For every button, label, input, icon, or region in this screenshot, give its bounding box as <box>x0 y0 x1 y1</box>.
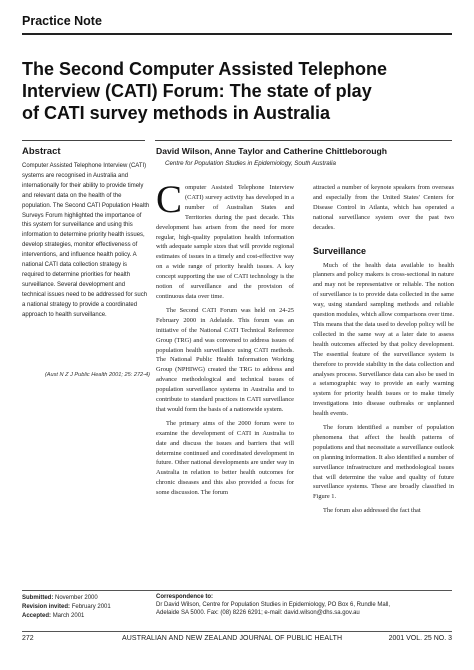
correspondence-address <box>156 602 456 618</box>
page-footer-divider <box>22 631 452 632</box>
body-column-1 <box>156 178 294 498</box>
article-title <box>22 58 462 124</box>
accepted-line: Accepted: March 2001 <box>22 612 85 619</box>
title-line-1: The Second Computer Assisted Telephone <box>22 59 388 79</box>
journal-name: AUSTRALIAN AND NEW ZEALAND JOURNAL OF PUBLIC HEALTH <box>122 635 343 642</box>
correspondence-heading: Correspondence to: <box>156 594 214 600</box>
submitted-line: Submitted: November 2000 <box>22 595 98 601</box>
abstract-heading: Abstract <box>22 146 61 157</box>
issue-info: 2001 VOL. 25 NO. 3 <box>388 635 452 642</box>
body-column-2 <box>313 183 454 516</box>
section-label: Practice Note <box>22 14 102 28</box>
body-paragraph: The Second CATI Forum was held on 24-25 February 2000 in Adelaide. This forum was an initiative of the National CATI Technical Reference Group (TRG) and was convened to address issues of population health surveillance using CATI methods. The National Public Health Information Working Group (NPHIWG) created the TRG to address and advance methodological and technical issues of population surveillance systems in Australia and to contribute to standard practices in CATI surveillance that would form the basis of a nationwide system. <box>156 306 294 413</box>
body-paragraph: The forum identified a number of population phenomena that affect the health patterns of populations and that necessitate a surveillance outlook on planning information. It also identified a number of surveillance infrastructure and methodological issues that will determine the value and quality of future surveillance systems. These are broadly classified in Figure 1. <box>313 424 454 501</box>
authors-divider <box>155 140 452 141</box>
top-divider <box>22 33 452 35</box>
correspondence-line-2: Adelaide SA 5000. Fax: (08) 8226 6291; e-mail: david.wilson@dhs.sa.gov.au <box>156 609 360 616</box>
body-paragraph: Computer Assisted Telephone Interview (CATI) survey activity has developed in a number of Australian States and Territories during the past decade. This development has arisen from the need for more regular, high-quality population health information with adequate sample sizes that will provide regional estimates of issues in a timely and cost-effective way on a wide range of priority health issues. A key concept supporting the use of CATI technology is the notion of surveillance and the provision of continuous data over time. <box>156 178 294 300</box>
abstract-text: Computer Assisted Telephone Interview (CATI) systems are recognised in Australia and internationally for their ability to provide timely and relevant data on the health of the population. The Second CATI Population Health Surveys Forum highlighted the importance of this system for surveillance and using this information to determine priority health issues, develop strategies, monitor effectiveness of interventions, and influence health policy. A national CATI data collection strategy is required to determine priorities for health surveillance. Several development and technical issues need to be addressed for such a national strategy to provide a coordinated approach to health surveillance. <box>22 163 150 318</box>
section-heading-surveillance: Surveillance <box>313 245 367 256</box>
author-list: David Wilson, Anne Taylor and Catherine Chittleborough <box>156 146 388 156</box>
submission-dates <box>22 594 111 620</box>
title-line-3: of CATI survey methods in Australia <box>22 103 331 123</box>
drop-cap: C <box>156 178 183 221</box>
body-paragraph: The primary aims of the 2000 forum were to examine the development of CATI in Australia to date and discuss the issues and barriers that will determine continued and coordinated development in future. Other national developments are under way in Australia in relation to better health outcomes for chronic diseases and this also provided a focus for some discussion. The forum <box>156 419 294 497</box>
abstract-citation: (Aust N Z J Public Health 2001; 25: 272-4) <box>44 372 150 378</box>
footer-divider <box>22 590 452 591</box>
body-paragraph: The forum also addressed the fact that <box>323 507 421 515</box>
abstract-divider <box>22 140 145 141</box>
title-line-2: Interview (CATI) Forum: The state of play <box>22 81 372 101</box>
author-affiliation: Centre for Population Studies in Epidemiology, South Australia <box>165 160 336 167</box>
revision-line: Revision invited: February 2001 <box>22 603 111 610</box>
body-paragraph: attracted a number of keynote speakers from overseas and especially from the United States' Centers for Disease Control in Atlanta, which has operated a national surveillance system over the past two decades. <box>313 184 454 231</box>
body-paragraph: Much of the health data available to health planners and policy makers is cross-sectional in nature and may not be representative or reliable. The notion of surveillance is to provide data collected in the same way, using standard sampling methods and reliable question modules, which allow comparisons over time. This means that the data used to develop policy will be collected in the same way at a later date to assess health outcomes affected by that policy development. The essential feature of the surveillance system is therefore to provide stability in the data collection and analyses process. Surveillance data can also be used in a seismographic way to provide an early warning system for priority health issues or to make timely investigations into disease outbreaks or unplanned health events. <box>313 261 454 418</box>
page-number: 272 <box>22 635 34 642</box>
correspondence-line-1: Dr David Wilson, Centre for Population Studies in Epidemiology, PO Box 6, Rundle Mall, <box>156 602 390 608</box>
